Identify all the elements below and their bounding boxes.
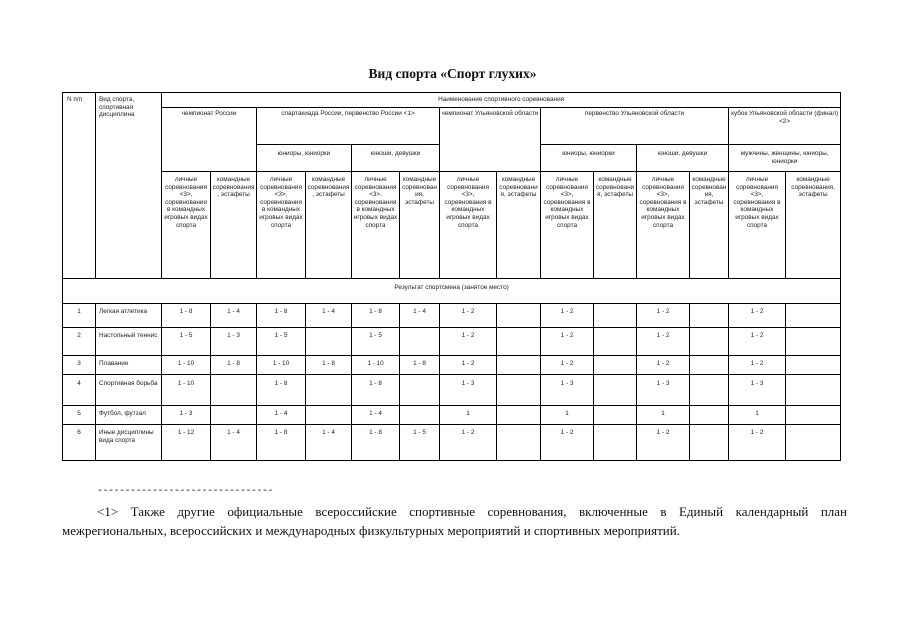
cell <box>594 425 637 461</box>
row-sport: Легкая атлетика <box>96 304 162 328</box>
cell: 1 - 4 <box>306 425 352 461</box>
header-sub-5: личные соревнования <3>, соревнования в командных игровых видах спорта <box>352 172 400 279</box>
row-sport: Иные дисциплины вида спорта <box>96 425 162 461</box>
cell <box>690 406 729 425</box>
cell <box>786 356 841 375</box>
cell <box>594 356 637 375</box>
sport-results-table <box>62 92 841 461</box>
cell <box>497 425 541 461</box>
cell: 1 - 2 <box>637 304 690 328</box>
cell: 1 - 2 <box>729 356 786 375</box>
cell: 1 - 8 <box>352 304 400 328</box>
row-number: 6 <box>63 425 96 461</box>
page-title: Вид спорта «Спорт глухих» <box>368 66 537 81</box>
cell <box>690 375 729 406</box>
cell <box>786 304 841 328</box>
cell <box>497 356 541 375</box>
cell: 1 - 3 <box>541 375 594 406</box>
cell <box>786 425 841 461</box>
header-sub-10: командные соревнования, эстафеты <box>594 172 637 279</box>
cell: 1 - 5 <box>352 328 400 356</box>
header-age-obl-youth: юноши, девушки <box>637 145 729 172</box>
footnote-separator: -------------------------------- <box>97 486 274 497</box>
cell <box>400 406 440 425</box>
cell: 1 - 4 <box>400 304 440 328</box>
cell <box>690 328 729 356</box>
cell <box>211 406 257 425</box>
header-age-cup: мужчины, женщины, юниоры, юниорки <box>729 145 841 172</box>
cell: 1 - 4 <box>306 304 352 328</box>
row-number: 4 <box>63 375 96 406</box>
header-competition-5: кубок Ульяновской области (финал) <2> <box>729 108 841 145</box>
header-sport: Вид спорта, спортивная дисциплина <box>96 93 162 279</box>
cell: 1 - 8 <box>211 356 257 375</box>
row-number: 2 <box>63 328 96 356</box>
header-competition-group: Наименование спортивного соревнования <box>162 93 841 108</box>
cell <box>400 375 440 406</box>
cell <box>400 328 440 356</box>
cell <box>306 406 352 425</box>
header-sub-11: личные соревнования <3>, соревнования в командных игровых видах спорта <box>637 172 690 279</box>
cell <box>497 375 541 406</box>
row-sport: Плавание <box>96 356 162 375</box>
header-sub-7: личные соревнования <3>, соревнования в командных игровых видах спорта <box>440 172 497 279</box>
cell <box>497 328 541 356</box>
cell: 1 - 8 <box>257 375 306 406</box>
cell: 1 - 5 <box>400 425 440 461</box>
cell: 1 - 2 <box>541 425 594 461</box>
header-competition-4: первенство Ульяновской области <box>541 108 729 145</box>
cell: 1 - 8 <box>257 425 306 461</box>
cell: 1 - 8 <box>352 425 400 461</box>
cell: 1 - 2 <box>637 425 690 461</box>
cell: 1 - 8 <box>400 356 440 375</box>
cell: 1 - 4 <box>211 425 257 461</box>
cell: 1 <box>440 406 497 425</box>
cell: 1 - 2 <box>541 304 594 328</box>
cell <box>690 304 729 328</box>
cell <box>690 425 729 461</box>
header-age-rus-juniors: юниоры, юниорки <box>257 145 352 172</box>
header-sub-12: командные соревнования, эстафеты <box>690 172 729 279</box>
table-row <box>63 375 841 406</box>
cell: 1 <box>729 406 786 425</box>
row-number: 3 <box>63 356 96 375</box>
cell <box>306 328 352 356</box>
cell <box>497 406 541 425</box>
header-sub-6: командные соревнования, эстафеты <box>400 172 440 279</box>
header-age-obl-juniors: юниоры, юниорки <box>541 145 637 172</box>
cell: 1 - 10 <box>162 375 211 406</box>
cell: 1 <box>541 406 594 425</box>
cell: 1 - 8 <box>352 375 400 406</box>
footnote-text: <1> Также другие официальные всероссийские спортивные соревнования, включенные в Единый календарный план межрегиональных, всероссийских и международных физкультурных мероприятий и спортивных мероприятий. <box>62 504 847 538</box>
header-sub-3: личные соревнования <3>, соревнования в командных игровых видах спорта <box>257 172 306 279</box>
cell: 1 - 2 <box>729 328 786 356</box>
row-sport: Спортивная борьба <box>96 375 162 406</box>
cell: 1 - 2 <box>729 304 786 328</box>
cell: 1 - 2 <box>637 356 690 375</box>
cell: 1 - 2 <box>637 328 690 356</box>
table-row <box>63 425 841 461</box>
header-sub-4: командные соревнования, эстафеты <box>306 172 352 279</box>
header-sub-1: личные соревнования <3>, соревнования в командных игровых видах спорта <box>162 172 211 279</box>
header-competition-1: чемпионат России <box>162 108 257 172</box>
cell: 1 - 2 <box>541 328 594 356</box>
table-row <box>63 328 841 356</box>
cell: 1 - 5 <box>162 328 211 356</box>
header-age-rus-youth: юноши, девушки <box>352 145 440 172</box>
cell: 1 <box>637 406 690 425</box>
cell <box>594 375 637 406</box>
cell: 1 - 3 <box>440 375 497 406</box>
cell: 1 - 4 <box>352 406 400 425</box>
cell <box>786 328 841 356</box>
cell <box>594 328 637 356</box>
cell <box>690 356 729 375</box>
row-sport: Футбол, футзал <box>96 406 162 425</box>
cell: 1 - 3 <box>211 328 257 356</box>
cell: 1 - 3 <box>637 375 690 406</box>
cell: 1 - 8 <box>257 304 306 328</box>
cell: 1 - 4 <box>257 406 306 425</box>
cell: 1 - 3 <box>162 406 211 425</box>
cell: 1 - 2 <box>440 328 497 356</box>
cell: 1 - 2 <box>729 425 786 461</box>
cell: 1 - 10 <box>162 356 211 375</box>
result-header: Результат спортсмена (занятое место) <box>63 279 841 304</box>
cell: 1 - 2 <box>541 356 594 375</box>
header-sub-9: личные соревнования <3>, соревнования в командных игровых видах спорта <box>541 172 594 279</box>
row-sport: Настольный теннис <box>96 328 162 356</box>
cell: 1 - 10 <box>352 356 400 375</box>
table-row <box>63 406 841 425</box>
cell: 1 - 3 <box>729 375 786 406</box>
header-sub-13: личные соревнования <3>, соревнования в командных игровых видах спорта <box>729 172 786 279</box>
header-sub-14: командные соревнования, эстафеты <box>786 172 841 279</box>
cell: 1 - 2 <box>440 425 497 461</box>
cell <box>594 406 637 425</box>
row-number: 1 <box>63 304 96 328</box>
cell: 1 - 8 <box>306 356 352 375</box>
cell: 1 - 8 <box>162 304 211 328</box>
cell: 1 - 2 <box>440 304 497 328</box>
header-competition-2: спартакиада России, первенство России <1> <box>257 108 440 145</box>
table-row <box>63 356 841 375</box>
header-sub-2: командные соревнования, эстафеты <box>211 172 257 279</box>
cell: 1 - 12 <box>162 425 211 461</box>
table-row <box>63 304 841 328</box>
cell: 1 - 2 <box>440 356 497 375</box>
cell: 1 - 4 <box>211 304 257 328</box>
cell: 1 - 10 <box>257 356 306 375</box>
cell <box>786 375 841 406</box>
row-number: 5 <box>63 406 96 425</box>
cell <box>594 304 637 328</box>
header-competition-3: чемпионат Ульяновской области <box>440 108 541 172</box>
header-sub-8: командные соревнования, эстафеты <box>497 172 541 279</box>
cell <box>306 375 352 406</box>
cell <box>211 375 257 406</box>
cell <box>786 406 841 425</box>
cell <box>497 304 541 328</box>
cell: 1 - 5 <box>257 328 306 356</box>
header-number: N п/п <box>63 93 96 279</box>
